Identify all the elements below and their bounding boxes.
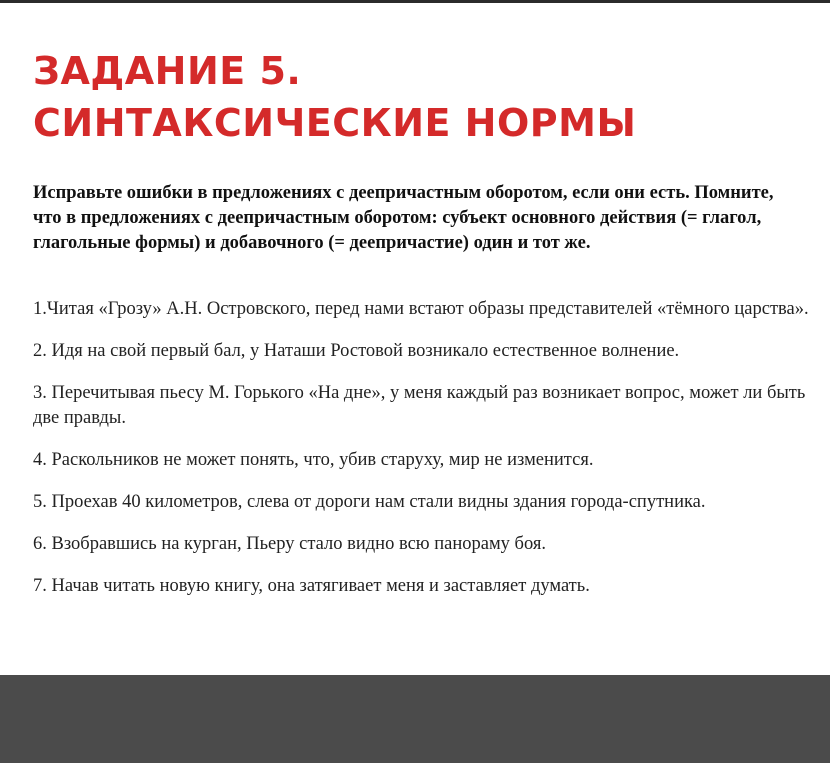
sentence-item-6: 6. Взобравшись на курган, Пьеру стало видно всю панораму боя. xyxy=(33,534,546,554)
task-instructions: Исправьте ошибки в предложениях с деепричастным оборотом, если они есть. Помните, что в предложениях с деепричастным оборотом: субъект основного действия (= глагол, глагольные формы) и добавочного (= деепричастие) один и тот же. xyxy=(33,183,774,253)
sentence-list xyxy=(33,297,813,616)
sentence-item-2: 2. Идя на свой первый бал, у Наташи Ростовой возникало естественное волнение. xyxy=(33,341,680,361)
slide-title-line-2: СИНТАКСИЧЕСКИЕ НОРМЫ xyxy=(33,101,637,145)
slide-title-line-1: ЗАДАНИЕ 5. xyxy=(33,49,302,93)
bottom-frame-bar xyxy=(0,675,830,763)
sentence-item-4: 4. Раскольников не может понять, что, убив старуху, мир не изменится. xyxy=(33,450,594,470)
sentence-item-5: 5. Проехав 40 километров, слева от дороги нам стали видны здания города-спутника. xyxy=(33,492,706,512)
sentence-item-7: 7. Начав читать новую книгу, она затягивает меня и заставляет думать. xyxy=(33,576,590,596)
sentence-item-3: 3. Перечитывая пьесу М. Горького «На дне», у меня каждый раз возникает вопрос, может ли быть две правды. xyxy=(33,383,806,428)
slide xyxy=(0,3,830,675)
sentence-item-1: 1.Читая «Грозу» А.Н. Островского, перед нами встают образы представителей «тёмного царства». xyxy=(33,299,809,319)
slide-title xyxy=(33,45,636,149)
